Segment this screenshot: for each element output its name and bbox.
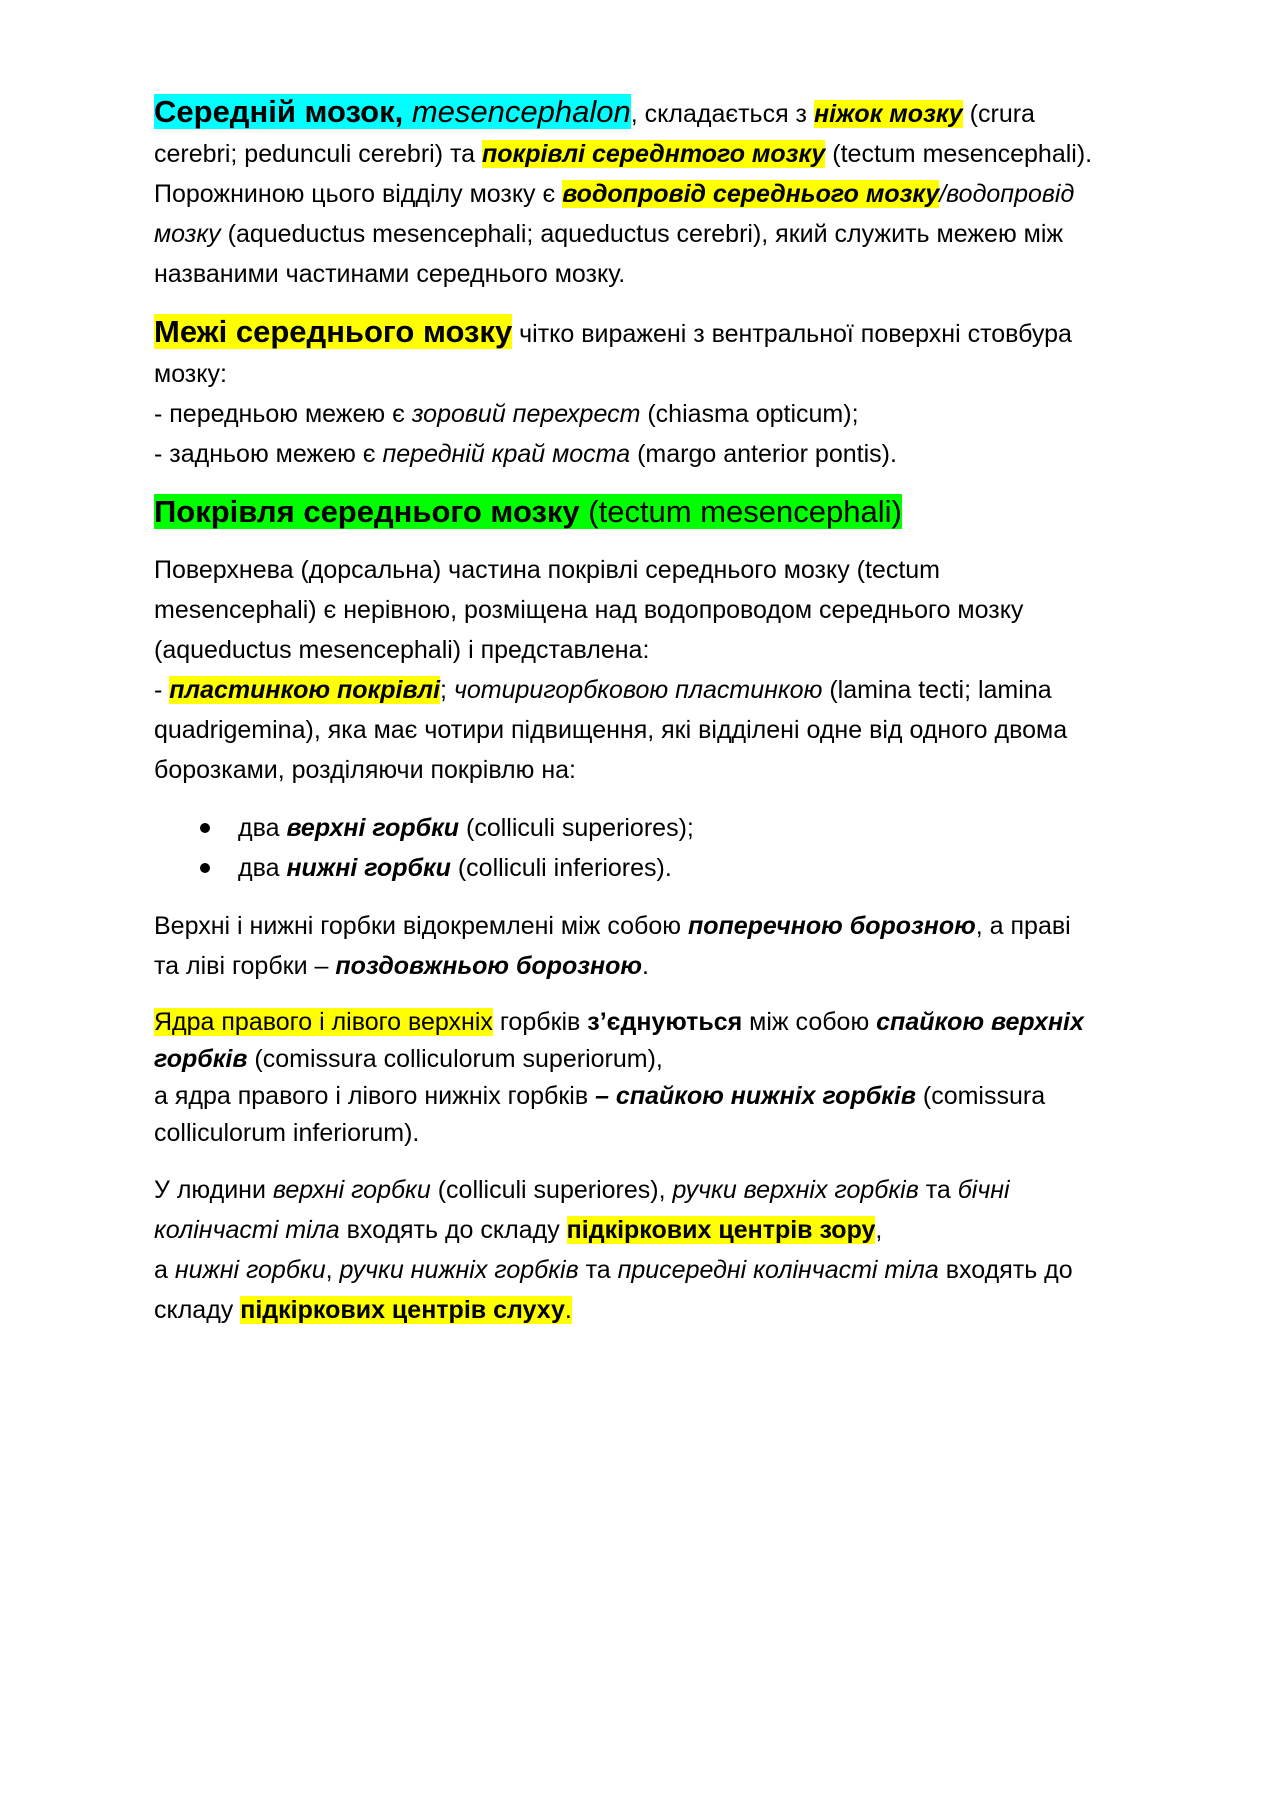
line xyxy=(154,434,1194,474)
bold-italic-term: верхні горбки xyxy=(286,814,460,842)
text: , xyxy=(325,1256,340,1284)
line xyxy=(154,394,1194,434)
paragraph-subcortical-centers xyxy=(154,1170,1194,1330)
highlight-term: водопровід середнього мозку xyxy=(562,180,940,208)
line xyxy=(154,1290,1194,1330)
line xyxy=(154,710,1194,750)
paragraph-midbrain-boundaries xyxy=(154,312,1194,474)
text: та ліві горбки – xyxy=(154,952,336,980)
italic-text: присередні колінчасті тіла xyxy=(617,1256,939,1284)
text: (aqueductus mesencephali; aqueductus cerebri), який служить межею між xyxy=(220,220,1064,248)
bold-italic-term: поздовжньою борозною xyxy=(335,952,643,980)
text: , xyxy=(875,1216,883,1244)
italic-text: нижні горбки xyxy=(174,1256,326,1284)
text: quadrigemina), яка має чотири підвищення, які відділені одне від одного двома xyxy=(154,716,1068,744)
line xyxy=(154,906,1194,946)
text: чітко виражені з вентральної поверхні стовбура xyxy=(512,320,1072,348)
paragraph-tectum-description xyxy=(154,550,1194,790)
line xyxy=(154,312,1194,354)
bold-text: з’єднуються xyxy=(587,1008,743,1036)
title-bold: Середній мозок, xyxy=(154,94,412,129)
highlight-term: підкіркових центрів зору xyxy=(566,1216,876,1244)
text: а xyxy=(154,1256,175,1284)
italic-text: чотиригорбковою пластинкою xyxy=(453,676,823,704)
line xyxy=(154,92,1194,134)
text: (crura xyxy=(962,100,1035,128)
list-item xyxy=(154,848,1194,888)
text: Верхні і нижні горбки відокремлені між собою xyxy=(154,912,688,940)
line xyxy=(154,590,1194,630)
bold-italic-term: поперечною борозною xyxy=(687,912,976,940)
text: (aqueductus mesencephali) і представлена: xyxy=(154,636,650,664)
line xyxy=(154,1115,1194,1152)
text: - xyxy=(154,676,170,704)
italic-text: мозку xyxy=(154,220,221,248)
line xyxy=(154,1041,1194,1078)
title-latin: mesencephalon xyxy=(411,94,631,129)
paragraph-grooves xyxy=(154,906,1194,986)
text: два xyxy=(238,814,287,842)
text: (margo anterior pontis). xyxy=(630,440,897,468)
text: ; xyxy=(440,676,454,704)
text: colliculorum inferiorum). xyxy=(154,1119,420,1147)
line xyxy=(154,214,1194,254)
highlight-term: ніжок мозку xyxy=(813,100,963,128)
section-title-midbrain xyxy=(154,94,631,129)
text: У людини xyxy=(154,1176,273,1204)
text: горбків xyxy=(492,1008,588,1036)
text: . xyxy=(564,1296,572,1324)
text: входять до складу xyxy=(339,1216,567,1244)
line xyxy=(154,254,1194,294)
text: (tectum mesencephali). xyxy=(825,140,1093,168)
italic-text: /водопровід xyxy=(939,180,1075,208)
text: Поверхнева (дорсальна) частина покрівлі середнього мозку (tectum xyxy=(154,556,940,584)
text: (colliculi superiores), xyxy=(430,1176,673,1204)
line xyxy=(154,946,1194,986)
text: названими частинами середнього мозку. xyxy=(154,260,626,288)
text: (lamina tecti; lamina xyxy=(822,676,1052,704)
italic-text: ручки нижніх горбків xyxy=(339,1256,579,1284)
line xyxy=(154,492,1194,532)
line xyxy=(154,134,1194,174)
section-title-boundaries: Межі середнього мозку xyxy=(154,314,513,349)
line xyxy=(154,750,1194,790)
section-title-tectum xyxy=(154,494,902,529)
text: . xyxy=(642,952,649,980)
list-item xyxy=(154,808,1194,848)
text: між собою xyxy=(742,1008,877,1036)
line xyxy=(154,1004,1194,1041)
paragraph-midbrain-intro xyxy=(154,92,1194,294)
bold-italic-term: нижні горбки xyxy=(286,854,451,882)
line xyxy=(154,550,1194,590)
text: (comissura xyxy=(915,1082,1046,1110)
heading-tectum xyxy=(154,492,1194,532)
italic-text: колінчасті тіла xyxy=(154,1216,340,1244)
text: - передньою межею є xyxy=(154,400,412,428)
line xyxy=(154,354,1194,394)
highlight-term: покрівлі середнтого мозку xyxy=(482,140,826,168)
text: mesencephali) є нерівною, розміщена над водопроводом середнього мозку xyxy=(154,596,1024,624)
italic-text: передній край моста xyxy=(382,440,631,468)
text: , складається з xyxy=(630,100,814,128)
text: та xyxy=(918,1176,958,1204)
heading-bold: Покрівля середнього мозку xyxy=(154,494,580,529)
line xyxy=(154,630,1194,670)
text: а ядра правого і лівого нижніх горбків xyxy=(154,1082,596,1110)
line xyxy=(154,1210,1194,1250)
line xyxy=(154,1250,1194,1290)
bold-italic-term: горбків xyxy=(154,1045,248,1073)
text: , а праві xyxy=(975,912,1071,940)
text: складу xyxy=(154,1296,241,1324)
italic-text: бічні xyxy=(957,1176,1010,1204)
text: борозками, розділяючи покрівлю на: xyxy=(154,756,576,784)
highlight-term: пластинкою покрівлі xyxy=(169,676,441,704)
highlight-text: Ядра правого і лівого верхніх xyxy=(154,1008,493,1036)
bold-italic-term: – спайкою нижніх горбків xyxy=(595,1082,916,1110)
text: - задньою межею є xyxy=(154,440,383,468)
text: (chiasma opticum); xyxy=(640,400,859,428)
text: та xyxy=(578,1256,618,1284)
bullet-list-colliculi xyxy=(154,808,1194,888)
text: Порожниною цього відділу мозку є xyxy=(154,180,563,208)
heading-latin: (tectum mesencephali) xyxy=(579,494,902,529)
text: (colliculi inferiores). xyxy=(450,854,672,882)
text: два xyxy=(238,854,287,882)
document-page xyxy=(154,92,1194,1348)
highlight-term: підкіркових центрів слуху xyxy=(240,1296,565,1324)
text: (comissura colliculorum superiorum), xyxy=(247,1045,663,1073)
text: мозку: xyxy=(154,360,227,388)
text: (colliculi superiores); xyxy=(459,814,694,842)
bold-italic-term: спайкою верхніх xyxy=(876,1008,1084,1036)
text: входять до xyxy=(938,1256,1073,1284)
italic-text: ручки верхніх горбків xyxy=(672,1176,919,1204)
paragraph-commissures xyxy=(154,1004,1194,1152)
italic-text: зоровий перехрест xyxy=(411,400,641,428)
text: cerebri; pedunculi cerebri) та xyxy=(154,140,482,168)
line xyxy=(154,174,1194,214)
line xyxy=(154,1078,1194,1115)
italic-text: верхні горбки xyxy=(272,1176,431,1204)
line xyxy=(154,670,1194,710)
line xyxy=(154,1170,1194,1210)
